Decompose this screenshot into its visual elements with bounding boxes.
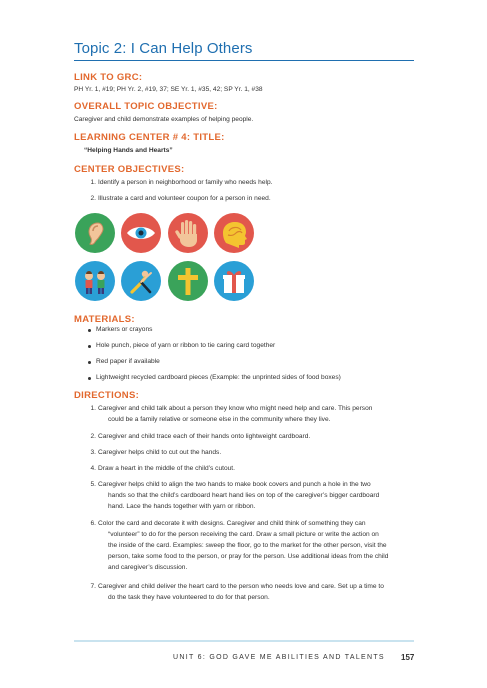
list-number: 4. bbox=[90, 465, 96, 472]
gift-icon bbox=[214, 261, 254, 301]
list-text: Red paper if available bbox=[96, 358, 160, 365]
link-heading: LINK TO GRC: bbox=[74, 72, 143, 83]
list-text: hands so that the child’s cardboard heart hand lies on top of the caregiver’s bigger cardboard bbox=[108, 492, 380, 499]
list-text: and caregiver’s discussion. bbox=[108, 564, 188, 571]
list-text: Draw a heart in the middle of the child’s cutout. bbox=[98, 465, 235, 472]
link-text: PH Yr. 1, #19; PH Yr. 2, #19, 37; SE Yr. 1, #35, 42; SP Yr. 1, #38 bbox=[74, 86, 263, 93]
list-text: hand. Lace the hands together with yarn or ribbon. bbox=[108, 503, 256, 510]
list-text: person, take some food to the person, or pray for the person. Use additional ideas from the child bbox=[108, 553, 389, 560]
list-text: do the task they have volunteered to do for that person. bbox=[108, 594, 270, 601]
bullet-icon bbox=[88, 377, 91, 380]
list-number: 7. bbox=[90, 583, 96, 590]
list-number: 6. bbox=[90, 520, 96, 527]
topic-title: Topic 2: I Can Help Others bbox=[74, 40, 253, 57]
list-text: could be a family relative or someone else in the community where they live. bbox=[108, 416, 331, 423]
title-divider bbox=[74, 60, 414, 61]
objective-text: Caregiver and child demonstrate examples of helping people. bbox=[74, 116, 254, 123]
brain-head-icon bbox=[214, 213, 254, 253]
ear-icon bbox=[75, 213, 115, 253]
list-number: 1. bbox=[90, 405, 96, 412]
bullet-icon bbox=[88, 361, 91, 364]
list-text: Caregiver and child deliver the heart card to the person who needs love and care. Set up a time to bbox=[98, 583, 384, 590]
page-number: 157 bbox=[401, 653, 415, 662]
list-text: Caregiver helps child to align the two hands to make book covers and punch a hole in the two bbox=[98, 481, 371, 488]
list-text: Color the card and decorate it with designs. Caregiver and child think of something they can bbox=[98, 520, 366, 527]
children-icon bbox=[75, 261, 115, 301]
directions-heading: DIRECTIONS: bbox=[74, 390, 140, 401]
list-text: Caregiver and child trace each of their hands onto lightweight cardboard. bbox=[98, 433, 311, 440]
stretching-person-icon bbox=[121, 261, 161, 301]
list-text: Identify a person in neighborhood or family who needs help. bbox=[98, 179, 273, 186]
list-number: 5. bbox=[90, 481, 96, 488]
list-number: 2. bbox=[90, 433, 96, 440]
center-title-text: “Helping Hands and Hearts” bbox=[84, 147, 173, 154]
cross-icon bbox=[168, 261, 208, 301]
list-number: 1. bbox=[90, 179, 96, 186]
center-objectives-heading: CENTER OBJECTIVES: bbox=[74, 164, 185, 175]
list-text: Caregiver and child talk about a person they know who might need help and care. This person bbox=[98, 405, 373, 412]
footer-unit-title: UNIT 6: GOD GAVE ME ABILITIES AND TALENTS bbox=[173, 654, 385, 661]
list-text: Hole punch, piece of yarn or ribbon to tie caring card together bbox=[96, 342, 276, 349]
center-title-heading: LEARNING CENTER # 4: TITLE: bbox=[74, 132, 225, 143]
list-text: “volunteer” to do for the person receiving the card. Draw a small picture or write the action on bbox=[108, 531, 379, 538]
objective-heading: OVERALL TOPIC OBJECTIVE: bbox=[74, 101, 218, 112]
list-text: Caregiver helps child to cut out the hands. bbox=[98, 449, 222, 456]
list-text: Illustrate a card and volunteer coupon for a person in need. bbox=[98, 195, 271, 202]
list-text: Lightweight recycled cardboard pieces (Example: the unprinted sides of food boxes) bbox=[96, 374, 341, 381]
footer-divider bbox=[74, 640, 414, 642]
bullet-icon bbox=[88, 345, 91, 348]
list-number: 3. bbox=[90, 449, 96, 456]
list-text: Markers or crayons bbox=[96, 326, 153, 333]
list-text: the inside of the card. Examples: sweep the floor, go to the market for the other person, visit the bbox=[108, 542, 387, 549]
hand-icon bbox=[168, 213, 208, 253]
eye-icon bbox=[121, 213, 161, 253]
materials-heading: MATERIALS: bbox=[74, 314, 135, 325]
bullet-icon bbox=[88, 329, 91, 332]
list-number: 2. bbox=[90, 195, 96, 202]
